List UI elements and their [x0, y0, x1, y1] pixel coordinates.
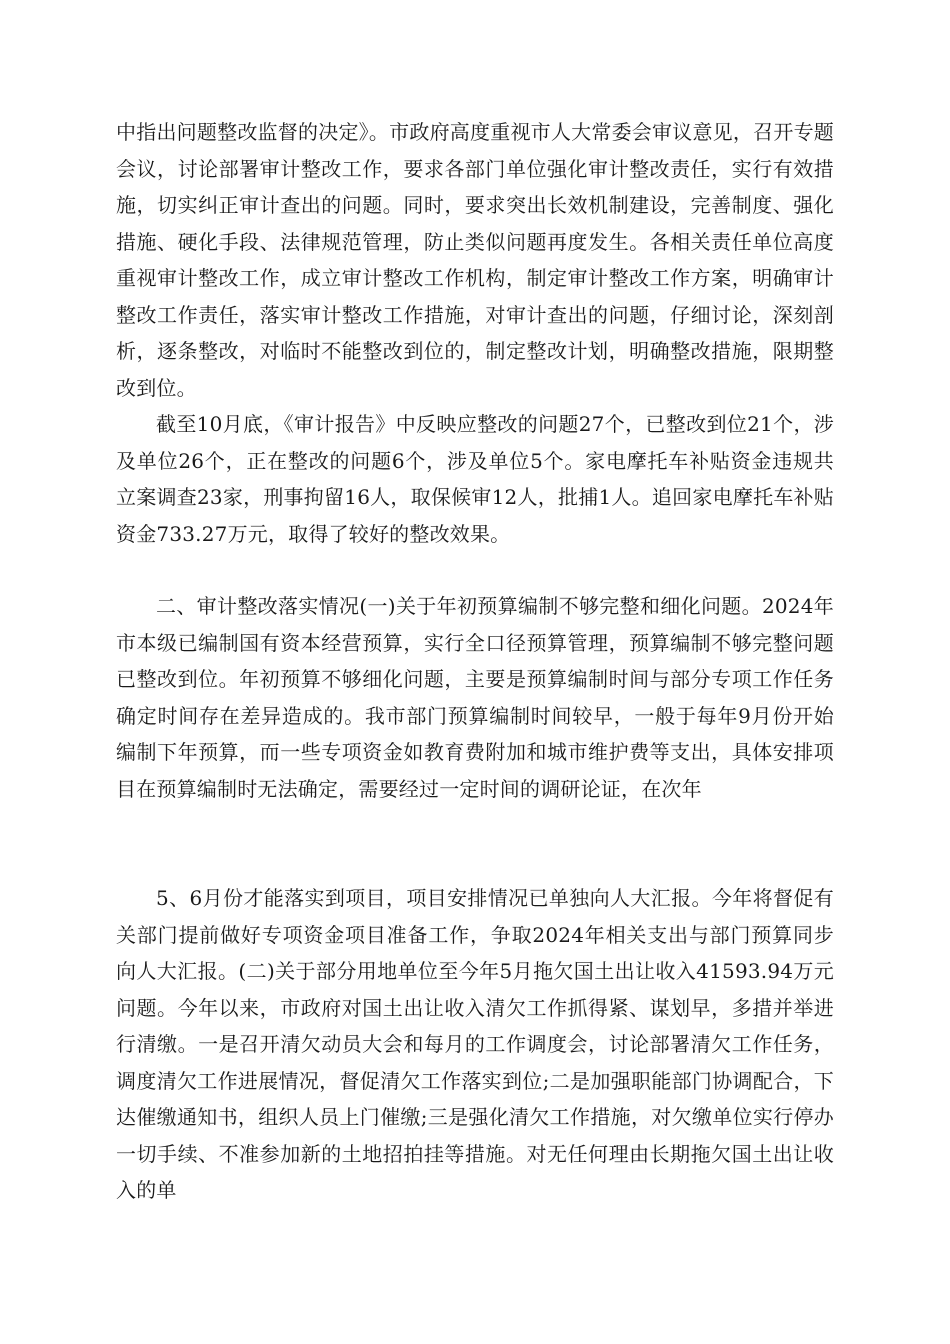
paragraph-progress-statistics: 截至10月底，《审计报告》中反映应整改的问题27个，已整改到位21个，涉及单位26个，正在整改的问题6个，涉及单位5个。家电摩托车补贴资金违规共立案调查23家，刑事拘留16人，取保候审12人，批捕1人。追回家电摩托车补贴资金733.27万元，取得了较好的整改效果。: [116, 412, 834, 546]
paragraph-land-revenue-arrears: 5、6月份才能落实到项目，项目安排情况已单独向人大汇报。今年将督促有关部门提前做好专项资金项目准备工作，争取2024年相关支出与部门预算同步向人大汇报。(二)关于部分用地单位至今年5月拖欠国土出让收入41593.94万元问题。今年以来，市政府对国土出让收入清欠工作抓得紧、谋划早，多措并举进行清缴。一是召开清欠动员大会和每月的工作调度会，讨论部署清欠工作任务，调度清欠工作进展情况，督促清欠工作落实到位;二是加强职能部门协调配合，下达催缴通知书，组织人员上门催缴;三是强化清欠工作措施，对欠缴单位实行停办一切手续、不准参加新的土地招拍挂等措施。对无任何理由长期拖欠国土出让收入的单: [116, 886, 834, 1202]
paragraph-continuation: 中指出问题整改监督的决定》。市政府高度重视市人大常委会审议意见，召开专题会议，讨论部署审计整改工作，要求各部门单位强化审计整改责任，实行有效措施，切实纠正审计查出的问题。同时，要求突出长效机制建设，完善制度、强化措施、硬化手段、法律规范管理，防止类似问题再度发生。各相关责任单位高度重视审计整改工作，成立审计整改工作机构，制定审计整改工作方案，明确审计整改工作责任，落实审计整改工作措施，对审计查出的问题，仔细讨论，深刻剖析，逐条整改，对临时不能整改到位的，制定整改计划，明确整改措施，限期整改到位。: [116, 120, 834, 400]
paragraph-rectification-status: 二、审计整改落实情况(一)关于年初预算编制不够完整和细化问题。2024年市本级已编制国有资本经营预算，实行全口径预算管理，预算编制不够完整问题已整改到位。年初预算不够细化问题，主要是预算编制时间与部分专项工作任务确定时间存在差异造成的。我市部门预算编制时间较早，一般于每年9月份开始编制下年预算，而一些专项资金如教育费附加和城市维护费等支出，具体安排项目在预算编制时无法确定，需要经过一定时间的调研论证，在次年: [116, 594, 834, 801]
